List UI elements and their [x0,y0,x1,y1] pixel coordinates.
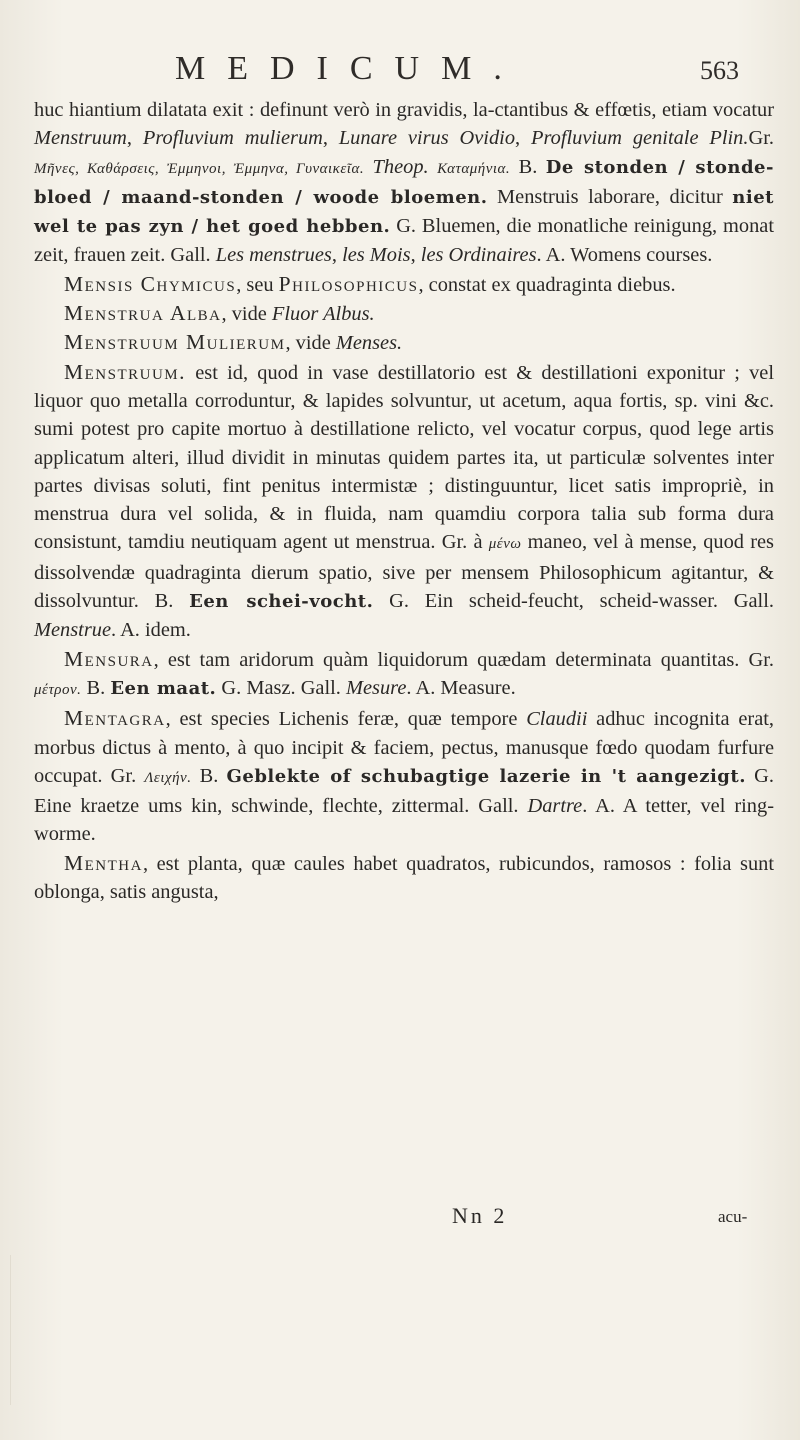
dictionary-entry [34,645,774,705]
greek-term: Μῆνες, Καθάρσεις, Ἐμμηνοι, Ἐμμηνα, Γυναικεῖα. [34,160,365,177]
text-run: G. Eine kraetze ums kin, schwinde, flechte, zittermal. Gall. [34,764,774,818]
text-run: , est tam aridorum quàm liquidorum quædam determinata quantitas. Gr. [153,648,774,671]
headword: Mensis Chymicus [64,271,237,296]
text-run: , constat ex quadraginta diebus. [418,273,676,296]
text-run: B. [81,676,111,699]
page-footer [0,1203,800,1233]
blackletter-term: niet wel te pas zyn / het goed hebben. [34,186,774,238]
blackletter-term: Een maat. [110,677,217,699]
italic-term: Menses. [335,332,403,355]
text-run: Gr. [748,127,774,150]
text-run: . A. Measure. [406,676,516,699]
text-run [364,156,372,178]
text-run: . A. A tetter, vel ring-worme. [34,795,774,846]
text-run: , [126,127,143,150]
greek-term: Λειχήν. [144,769,192,786]
text-run: , [515,127,531,150]
dictionary-entry [34,270,774,299]
italic-term: Les menstrues [215,244,332,267]
text-run: . A. idem. [111,619,191,642]
page-edge-mark [10,1255,35,1405]
text-run: est id, quod in vase destillatorio est & destillationi exponitur ; vel liquor quo metalla corroduntur, & lapides solvuntur, ut acetum, aqua fortis, sp. vini &c. sumi potest pro capite mortuo à destillatione relicto, vel vocatur corpus, quod lege artis applicatum alteri, illud dividit in minutas quidem partes ita, ut particulæ solventes inter partes divisas soluti, fint penitus intermistæ ; distinguuntur, licet satis impropriè, in menstrua dura vel solida, & in fluida, nam quamdiu corpora talia sub forma dura consistunt, tamdiu neutiquam agent ut menstrua. Gr. à [34,361,774,554]
italic-term: les Mois [342,244,411,267]
headword: Mentagra [64,706,166,731]
dictionary-entry [34,704,774,848]
signature-mark: Nn 2 [452,1203,508,1228]
headword: Philosophicus [278,271,419,296]
text-run: , vide [285,332,336,355]
text-run: , [331,244,343,267]
text-run: adhuc incognita erat, morbus dictus à mento, à quo incipit & faciem, pectus, manusque fœdo quodam furfure occupat. Gr. [34,708,775,787]
dictionary-entry [34,849,774,907]
greek-term: Καταμήνια. [437,160,511,177]
text-run: , est species Lichenis feræ, quæ tempore [165,708,527,731]
text-run: G. Ein scheid-feucht, scheid-wasser. Gall. [373,590,774,613]
text-run: B. [510,155,546,178]
text-run: , [410,244,421,267]
greek-term: μένω [488,536,522,553]
italic-term: Menstrue [34,619,112,642]
text-run: maneo, vel à mense, quod res dissolvendæ quadraginta dierum spatio, sive per mensem Philosophicum agitantur, & dissolvuntur. B. [34,531,774,613]
text-run: Menstruis laborare, dicitur [487,185,733,208]
headword: Menstruum Mulierum [64,330,286,355]
text-run [429,156,437,178]
running-head [0,50,800,94]
italic-term: Lunare virus Ovidio [338,127,516,150]
text-run: huc hiantium dilatata exit : definunt verò in gravidis, la-ctantibus & effœtis, etiam vocatur [34,99,774,121]
entry-continuation [34,96,774,270]
italic-term: Fluor Albus. [271,303,375,326]
headword: Menstruum. [64,359,186,384]
italic-term: Mesure [346,676,407,699]
dictionary-entry [34,299,774,328]
dictionary-entry [34,328,774,357]
text-run: , vide [221,303,272,326]
italic-term: Claudii [526,708,588,731]
catchword: acu- [718,1207,748,1226]
italic-term: Profluvium mulierum [142,127,323,150]
text-run: B. [191,764,227,787]
italic-term: les Ordinaires [420,244,537,267]
text-run: . A. Womens courses. [536,244,713,267]
italic-term: Dartre [527,795,583,818]
dictionary-entry [34,358,774,645]
italic-term: Menstruum [34,127,127,150]
blackletter-term: Een schei-vocht. [189,591,374,613]
italic-term: Theop. [372,155,429,178]
headword: Mensura [64,646,154,671]
running-head-title: MEDICUM. [175,50,524,87]
text-run: G. Masz. Gall. [216,676,346,699]
blackletter-term: Geblekte of schubagtige lazerie in 't aangezigt. [226,765,746,787]
headword: Menstrua Alba [64,301,222,326]
italic-term: Profluvium genitale Plin. [530,127,749,150]
text-run: , seu [236,273,279,296]
blackletter-term: De stonden / stonde-bloed / maand-stonden / woode bloemen. [34,156,774,208]
page-number: 563 [700,56,739,85]
headword: Mentha [64,850,143,875]
greek-term: μέτρον. [34,681,82,698]
text-run: , [322,127,339,150]
dictionary-text [34,96,774,906]
text-run: G. Bluemen, die monatliche reinigung, monat zeit, frauen zeit. Gall. [34,215,774,267]
text-run: , est planta, quæ caules habet quadratos, rubicundos, ramosos : folia sunt oblonga, satis angusta, [34,852,774,904]
